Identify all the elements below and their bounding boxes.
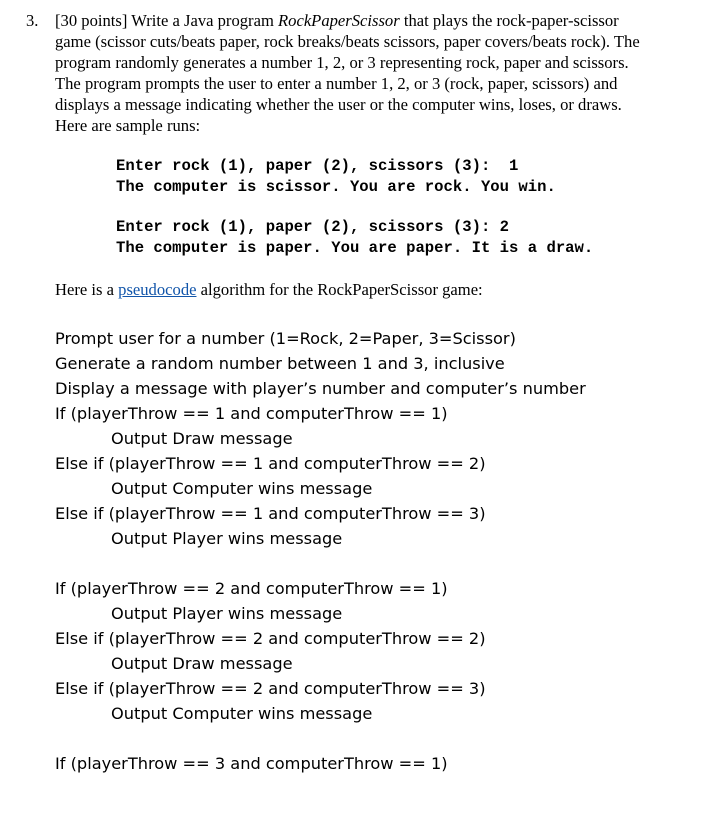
question-number: 3. (26, 11, 39, 30)
question-3 (26, 10, 706, 136)
pseudocode-line: Output Draw message (111, 654, 293, 673)
question-text-before-name: Write a Java program (131, 11, 274, 30)
question-description-line: game (scissor cuts/beats paper, rock breaks/beats scissors, paper covers/beats rock). The (55, 32, 640, 51)
question-description-line: displays a message indicating whether the user or the computer wins, loses, or draws. (55, 95, 622, 114)
sample-prompt-line: Enter rock (1), paper (2), scissors (3): 1 (116, 157, 519, 175)
sample-result-line: The computer is scissor. You are rock. You win. (116, 178, 556, 196)
pseudocode-line: Output Draw message (111, 429, 293, 448)
sample-result-line: The computer is paper. You are paper. It is a draw. (116, 239, 594, 257)
pseudocode-line: Else if (playerThrow == 2 and computerThrow == 3) (55, 679, 486, 698)
sample-run-1 (116, 156, 556, 198)
pseudocode-line: Else if (playerThrow == 1 and computerThrow == 3) (55, 504, 486, 523)
pseudocode-spacer (55, 551, 715, 576)
question-text (55, 10, 706, 136)
pseudocode-line: Display a message with player’s number and computer’s number (55, 379, 586, 398)
pseudocode-line: Prompt user for a number (1=Rock, 2=Paper, 3=Scissor) (55, 329, 516, 348)
pseudocode-line: Else if (playerThrow == 2 and computerThrow == 2) (55, 629, 486, 648)
intro-after-link: algorithm for the RockPaperScissor game: (200, 280, 483, 299)
question-description-line: Here are sample runs: (55, 116, 201, 135)
pseudocode-line: Output Computer wins message (111, 704, 373, 723)
question-line-1 (55, 10, 706, 31)
question-description-line: that plays the rock-paper-scissor (403, 11, 619, 30)
pseudocode-line: If (playerThrow == 3 and computerThrow == 1) (55, 754, 448, 773)
pseudocode-line: If (playerThrow == 1 and computerThrow == 1) (55, 404, 448, 423)
pseudocode-line: Output Player wins message (111, 529, 343, 548)
question-description-line: program randomly generates a number 1, 2, or 3 representing rock, paper and scissors. (55, 53, 629, 72)
program-name: RockPaperScissor (278, 11, 400, 30)
pseudocode-line: If (playerThrow == 2 and computerThrow == 1) (55, 579, 448, 598)
sample-prompt-line: Enter rock (1), paper (2), scissors (3): 2 (116, 218, 510, 236)
pseudocode-block (55, 326, 715, 776)
pseudocode-spacer (55, 726, 715, 751)
question-points: [30 points] (55, 11, 128, 30)
pseudocode-line: Else if (playerThrow == 1 and computerThrow == 2) (55, 454, 486, 473)
question-description-line: The program prompts the user to enter a number 1, 2, or 3 (rock, paper, scissors) and (55, 74, 618, 93)
sample-run-2 (116, 217, 593, 259)
pseudocode-intro (55, 279, 695, 300)
pseudocode-link[interactable]: pseudocode (118, 280, 197, 299)
pseudocode-line: Output Computer wins message (111, 479, 373, 498)
pseudocode-line: Output Player wins message (111, 604, 343, 623)
pseudocode-line: Generate a random number between 1 and 3, inclusive (55, 354, 505, 373)
intro-before-link: Here is a (55, 280, 114, 299)
